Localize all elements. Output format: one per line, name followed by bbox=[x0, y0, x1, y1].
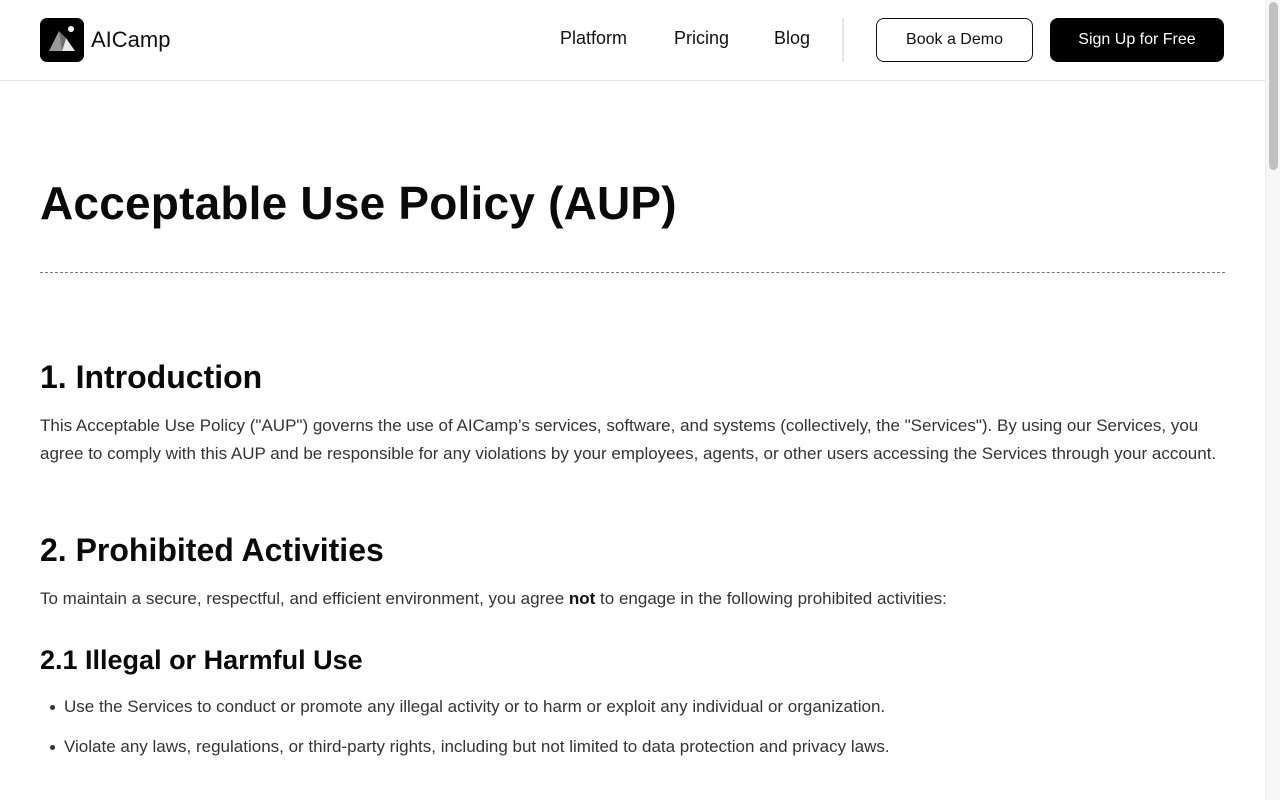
section-2-body-end: to engage in the following prohibited activities: bbox=[595, 589, 947, 608]
section-2-body-emphasis: not bbox=[568, 589, 596, 608]
sign-up-button[interactable]: Sign Up for Free bbox=[1050, 18, 1224, 62]
nav-link-platform[interactable]: Platform bbox=[560, 28, 628, 48]
section-2-heading: 2. Prohibited Activities bbox=[40, 532, 384, 568]
book-demo-button[interactable]: Book a Demo bbox=[876, 18, 1033, 62]
section-2-1-list bbox=[40, 693, 1225, 773]
brand-home-link[interactable] bbox=[40, 18, 170, 62]
scrollbar-thumb[interactable] bbox=[1269, 2, 1278, 170]
brand-name: AICamp bbox=[91, 27, 171, 52]
page-title: Acceptable Use Policy (AUP) bbox=[40, 177, 677, 229]
nav-link-blog[interactable]: Blog bbox=[774, 28, 811, 48]
list-item: Use the Services to conduct or promote any illegal activity or to harm or exploit any individual or organization. bbox=[40, 693, 1225, 733]
aicamp-logo-icon bbox=[40, 18, 84, 62]
title-divider bbox=[40, 272, 1225, 273]
list-item: Violate any laws, regulations, or third-party rights, including but not limited to data protection and privacy laws. bbox=[40, 733, 1225, 773]
section-1-body: This Acceptable Use Policy ("AUP") governs the use of AICamp’s services, software, and systems (collectively, the "Services"). By using our Services, you agree to comply with this AUP and be responsible for any violations by your employees, agents, or other users accessing the Services through your account. bbox=[40, 416, 1217, 463]
section-2-body bbox=[40, 585, 1225, 613]
nav-divider bbox=[842, 18, 844, 62]
nav-link-pricing[interactable]: Pricing bbox=[674, 28, 730, 48]
page-scrollbar[interactable] bbox=[1265, 0, 1280, 800]
section-2-body-start: To maintain a secure, respectful, and efficient environment, you agree bbox=[40, 589, 569, 608]
site-header bbox=[0, 0, 1265, 81]
section-2-1-heading: 2.1 Illegal or Harmful Use bbox=[40, 645, 363, 675]
section-1-heading: 1. Introduction bbox=[40, 359, 263, 395]
